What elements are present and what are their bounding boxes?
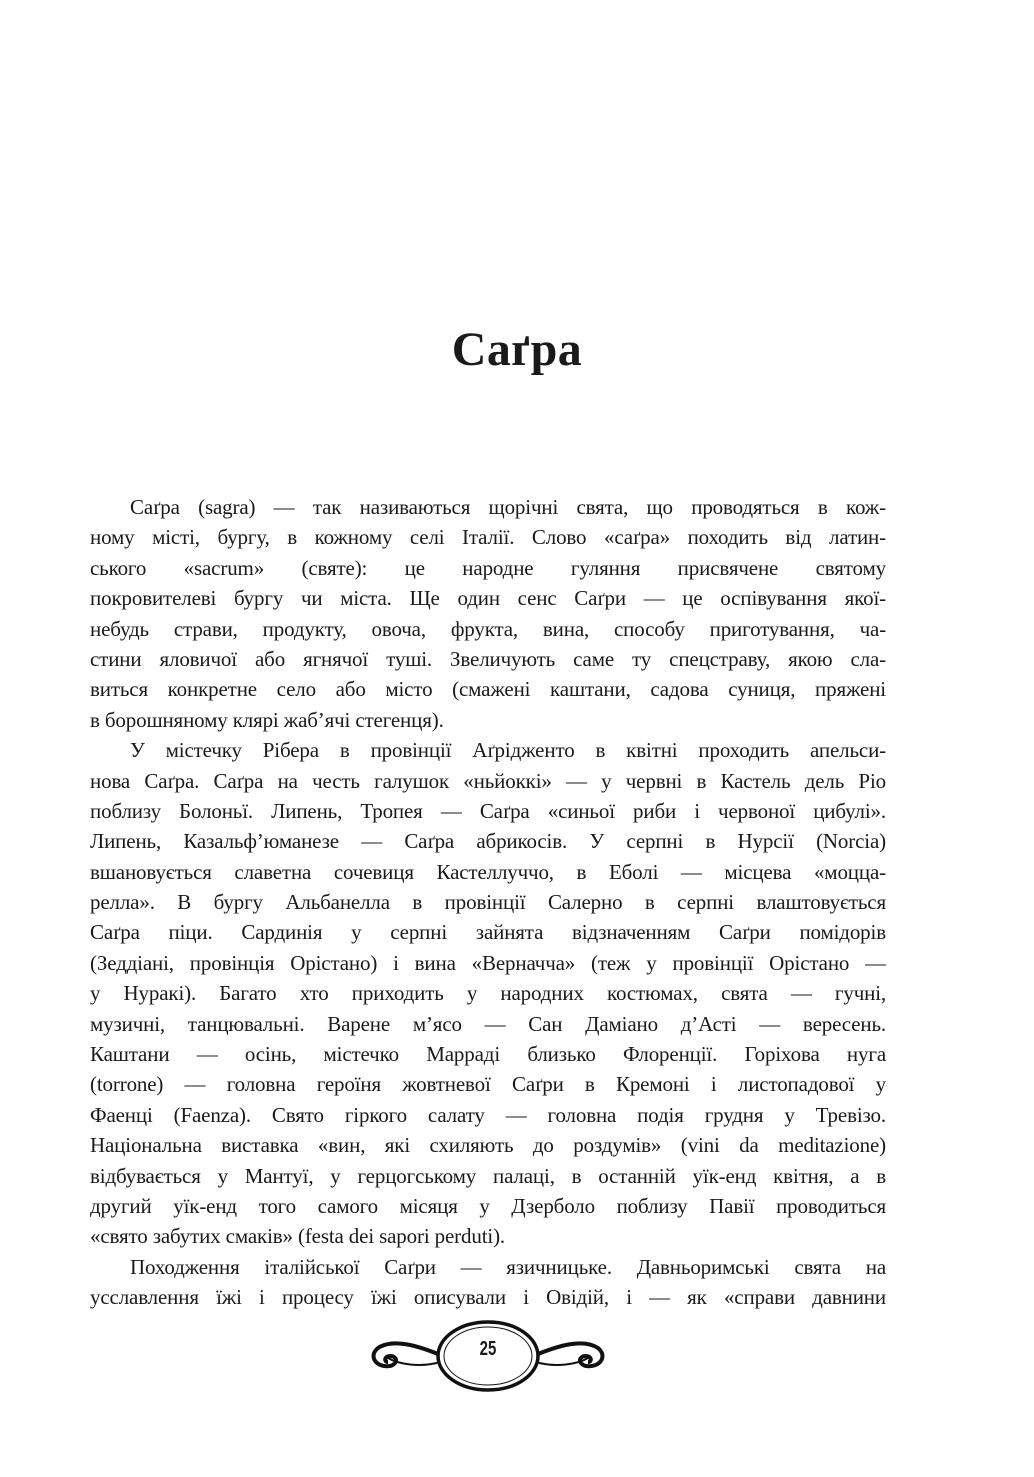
text-line: Саґра піци. Сардинія у серпні зайнята відзначенням Саґри помідорів [90, 920, 886, 945]
text-line: нова Саґра. Саґра на честь галушок «ньйоккі» — у червні в Кастель дель Ріо [90, 768, 886, 793]
text-line: Саґра (sagra) — так називаються щорічні свята, що проводяться в кож- [130, 495, 886, 519]
page-number: 25 [479, 1338, 497, 1360]
chapter-title: Саґра [451, 323, 583, 377]
text-line: Фаенці (Faenza). Свято гіркого салату — головна подія грудня у Тревізо. [90, 1102, 886, 1127]
text-line: «свято забутих смаків» (festa dei sapori perduti). [90, 1224, 506, 1249]
text-line: Походження італійської Саґри — язичницьке. Давньоримські свята на [130, 1254, 886, 1279]
text-line: У містечку Рібера в провінції Аґрідженто в квітні проходить апельси- [130, 738, 886, 763]
text-line: небудь страви, продукту, овоча, фрукта, вина, способу приготування, ча- [90, 616, 886, 641]
text-line: (Зеддіані, провінція Орістано) і вина «Верначча» (теж у провінції Орістано — [90, 950, 886, 975]
text-line: Каштани — осінь, містечко Маррадi близько Флоренції. Горіхова нуга [90, 1042, 886, 1067]
text-line: Національна виставка «вин, які схиляють до роздумів» (vini da meditazione) [90, 1133, 886, 1158]
text-line: усславлення їжі і процесу їжі описували і Овідій, і — як «справи давнини [90, 1285, 886, 1310]
text-line: стини яловичої або ягнячої туші. Звеличують саме ту спецстраву, якою сла- [90, 646, 886, 671]
body-text [90, 492, 886, 1313]
text-line: відбувається у Мантуї, у герцогському палаці, в останній уїк-енд квітня, а в [90, 1163, 886, 1188]
text-line: релла». В бургу Альбанелла в провінції Салерно в серпні влаштовується [90, 890, 886, 915]
text-line: Липень, Казальф’юманезе — Саґра абрикосів. У серпні в Нурсії (Norcia) [90, 829, 886, 854]
text-line: другий уїк-енд того самого місяця у Дзерболо поблизу Павії проводиться [90, 1193, 886, 1218]
text-line: ному місті, бургу, в кожному селі Італії. Слово «саґра» походить від латин- [90, 525, 886, 550]
text-line: у Нуракі). Багато хто приходить у народних костюмах, свята — гучні, [90, 981, 886, 1006]
text-line: в борошняному клярі жаб’ячі стегенця). [90, 707, 444, 732]
text-line: вшановується славетна сочевиця Кастеллуччо, в Еболі — місцева «моцца- [90, 859, 886, 884]
text-line: музичні, танцювальні. Варене м’ясо — Сан Даміано д’Асті — вересень. [90, 1011, 886, 1036]
text-line: поблизу Болоньї. Липень, Тропея — Саґра «синьої риби і червоної цибулі». [90, 798, 886, 823]
text-line: покровителеві бургу чи міста. Ще один сенс Саґри — це оспівування якої- [90, 586, 886, 611]
text-line: ського «sacrum» (святе): це народне гуляння присвячене святому [90, 555, 886, 580]
text-line: виться конкретне село або місто (смажені каштани, садова суниця, пряжені [90, 677, 886, 702]
text-line: (torrone) — головна героїня жовтневої Саґри в Кремоні і листопадової у [90, 1072, 886, 1097]
